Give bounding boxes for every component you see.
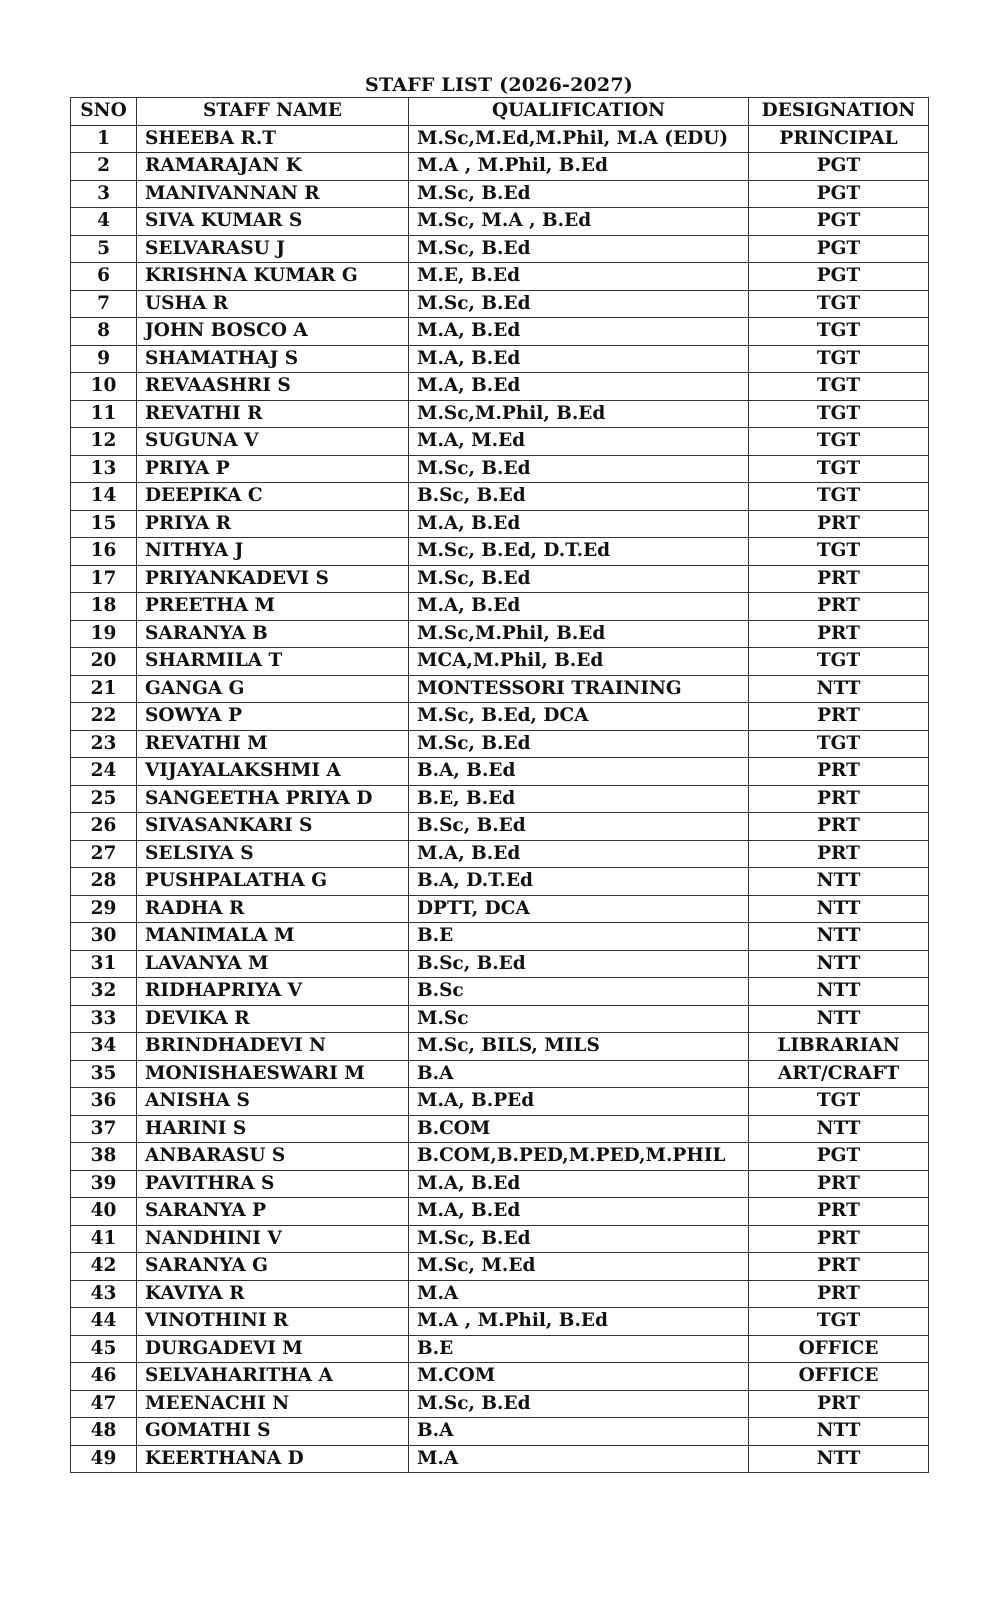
table-row <box>71 1335 929 1363</box>
cell-designation: TGT <box>749 483 929 511</box>
cell-designation: TGT <box>749 345 929 373</box>
table-row <box>71 1445 929 1473</box>
cell-designation: TGT <box>749 1308 929 1336</box>
table-row <box>71 180 929 208</box>
cell-sno: 4 <box>71 208 137 236</box>
table-row <box>71 813 929 841</box>
header-staff-name: STAFF NAME <box>137 98 409 126</box>
table-row <box>71 868 929 896</box>
cell-qualification: M.A <box>409 1280 749 1308</box>
table-body <box>71 125 929 1473</box>
cell-qualification: M.A, B.Ed <box>409 840 749 868</box>
cell-staff-name: RAMARAJAN K <box>137 153 409 181</box>
cell-sno: 29 <box>71 895 137 923</box>
cell-sno: 43 <box>71 1280 137 1308</box>
table-row <box>71 593 929 621</box>
cell-sno: 23 <box>71 730 137 758</box>
cell-qualification: M.A, B.Ed <box>409 1170 749 1198</box>
cell-staff-name: USHA R <box>137 290 409 318</box>
cell-sno: 16 <box>71 538 137 566</box>
table-row <box>71 345 929 373</box>
cell-sno: 31 <box>71 950 137 978</box>
cell-qualification: B.A, B.Ed <box>409 758 749 786</box>
cell-sno: 18 <box>71 593 137 621</box>
table-row <box>71 1170 929 1198</box>
table-row <box>71 758 929 786</box>
table-row <box>71 1363 929 1391</box>
cell-designation: TGT <box>749 290 929 318</box>
table-row <box>71 1060 929 1088</box>
cell-qualification: M.A, B.Ed <box>409 1198 749 1226</box>
table-row <box>71 785 929 813</box>
table-row <box>71 1308 929 1336</box>
cell-staff-name: RADHA R <box>137 895 409 923</box>
cell-sno: 25 <box>71 785 137 813</box>
table-row <box>71 263 929 291</box>
cell-sno: 11 <box>71 400 137 428</box>
cell-qualification: MONTESSORI TRAINING <box>409 675 749 703</box>
cell-qualification: M.Sc, M.A , B.Ed <box>409 208 749 236</box>
table-row <box>71 235 929 263</box>
cell-designation: NTT <box>749 675 929 703</box>
cell-qualification: M.Sc,M.Phil, B.Ed <box>409 620 749 648</box>
cell-staff-name: SELVAHARITHA A <box>137 1363 409 1391</box>
cell-sno: 42 <box>71 1253 137 1281</box>
cell-sno: 9 <box>71 345 137 373</box>
cell-qualification: M.Sc, B.Ed <box>409 730 749 758</box>
cell-qualification: M.A, B.Ed <box>409 345 749 373</box>
cell-qualification: M.Sc <box>409 1005 749 1033</box>
table-row <box>71 125 929 153</box>
cell-qualification: M.A, B.Ed <box>409 318 749 346</box>
cell-designation: PRT <box>749 1225 929 1253</box>
cell-staff-name: MONISHAESWARI M <box>137 1060 409 1088</box>
cell-sno: 37 <box>71 1115 137 1143</box>
cell-staff-name: SHAMATHAJ S <box>137 345 409 373</box>
header-designation: DESIGNATION <box>749 98 929 126</box>
cell-sno: 47 <box>71 1390 137 1418</box>
cell-qualification: B.COM,B.PED,M.PED,M.PHIL <box>409 1143 749 1171</box>
cell-sno: 33 <box>71 1005 137 1033</box>
table-row <box>71 1253 929 1281</box>
table-row <box>71 730 929 758</box>
header-qualification: QUALIFICATION <box>409 98 749 126</box>
cell-staff-name: SOWYA P <box>137 703 409 731</box>
cell-qualification: B.Sc, B.Ed <box>409 813 749 841</box>
cell-sno: 27 <box>71 840 137 868</box>
cell-staff-name: SANGEETHA PRIYA D <box>137 785 409 813</box>
cell-qualification: M.Sc,M.Ed,M.Phil, M.A (EDU) <box>409 125 749 153</box>
cell-designation: NTT <box>749 868 929 896</box>
cell-qualification: M.A , M.Phil, B.Ed <box>409 153 749 181</box>
cell-qualification: M.Sc,M.Phil, B.Ed <box>409 400 749 428</box>
table-row <box>71 1280 929 1308</box>
table-row <box>71 1225 929 1253</box>
table-row <box>71 373 929 401</box>
cell-sno: 35 <box>71 1060 137 1088</box>
cell-qualification: B.Sc, B.Ed <box>409 483 749 511</box>
cell-qualification: M.Sc, B.Ed, DCA <box>409 703 749 731</box>
table-row <box>71 895 929 923</box>
cell-sno: 45 <box>71 1335 137 1363</box>
cell-designation: PGT <box>749 263 929 291</box>
cell-designation: TGT <box>749 455 929 483</box>
cell-sno: 13 <box>71 455 137 483</box>
cell-staff-name: NITHYA J <box>137 538 409 566</box>
staff-table <box>70 97 929 1473</box>
table-row <box>71 153 929 181</box>
cell-qualification: M.A, B.Ed <box>409 510 749 538</box>
cell-qualification: M.A, B.Ed <box>409 373 749 401</box>
cell-qualification: M.Sc, M.Ed <box>409 1253 749 1281</box>
cell-qualification: DPTT, DCA <box>409 895 749 923</box>
cell-designation: PGT <box>749 208 929 236</box>
cell-qualification: B.Sc, B.Ed <box>409 950 749 978</box>
cell-staff-name: REVATHI M <box>137 730 409 758</box>
cell-designation: PRT <box>749 1390 929 1418</box>
cell-designation: NTT <box>749 1115 929 1143</box>
cell-sno: 8 <box>71 318 137 346</box>
cell-sno: 34 <box>71 1033 137 1061</box>
cell-sno: 3 <box>71 180 137 208</box>
cell-qualification: MCA,M.Phil, B.Ed <box>409 648 749 676</box>
cell-qualification: M.Sc, B.Ed <box>409 235 749 263</box>
table-row <box>71 428 929 456</box>
cell-designation: NTT <box>749 978 929 1006</box>
cell-sno: 1 <box>71 125 137 153</box>
cell-staff-name: KRISHNA KUMAR G <box>137 263 409 291</box>
cell-qualification: B.E <box>409 1335 749 1363</box>
table-row <box>71 208 929 236</box>
cell-staff-name: SUGUNA V <box>137 428 409 456</box>
table-row <box>71 455 929 483</box>
cell-staff-name: PRIYANKADEVI S <box>137 565 409 593</box>
cell-designation: PRT <box>749 510 929 538</box>
cell-staff-name: SARANYA P <box>137 1198 409 1226</box>
cell-designation: TGT <box>749 318 929 346</box>
cell-designation: OFFICE <box>749 1363 929 1391</box>
cell-sno: 46 <box>71 1363 137 1391</box>
cell-designation: PRT <box>749 565 929 593</box>
table-row <box>71 1198 929 1226</box>
cell-sno: 40 <box>71 1198 137 1226</box>
cell-sno: 2 <box>71 153 137 181</box>
table-row <box>71 703 929 731</box>
table-row <box>71 510 929 538</box>
cell-designation: TGT <box>749 538 929 566</box>
cell-qualification: B.COM <box>409 1115 749 1143</box>
cell-staff-name: GANGA G <box>137 675 409 703</box>
cell-staff-name: SARANYA G <box>137 1253 409 1281</box>
cell-staff-name: MEENACHI N <box>137 1390 409 1418</box>
cell-designation: NTT <box>749 1005 929 1033</box>
cell-qualification: M.A , M.Phil, B.Ed <box>409 1308 749 1336</box>
table-row <box>71 483 929 511</box>
cell-designation: TGT <box>749 400 929 428</box>
table-row <box>71 1033 929 1061</box>
cell-staff-name: SHARMILA T <box>137 648 409 676</box>
cell-qualification: M.Sc, B.Ed <box>409 1225 749 1253</box>
cell-staff-name: DEEPIKA C <box>137 483 409 511</box>
page-title: STAFF LIST (2026-2027) <box>365 74 633 96</box>
cell-qualification: M.A, B.Ed <box>409 593 749 621</box>
cell-staff-name: ANISHA S <box>137 1088 409 1116</box>
cell-sno: 48 <box>71 1418 137 1446</box>
cell-designation: PRT <box>749 1280 929 1308</box>
cell-staff-name: PAVITHRA S <box>137 1170 409 1198</box>
cell-designation: NTT <box>749 950 929 978</box>
cell-staff-name: VIJAYALAKSHMI A <box>137 758 409 786</box>
table-row <box>71 675 929 703</box>
cell-staff-name: LAVANYA M <box>137 950 409 978</box>
cell-sno: 14 <box>71 483 137 511</box>
cell-sno: 17 <box>71 565 137 593</box>
cell-sno: 38 <box>71 1143 137 1171</box>
table-row <box>71 318 929 346</box>
cell-designation: PGT <box>749 180 929 208</box>
cell-qualification: M.COM <box>409 1363 749 1391</box>
cell-sno: 26 <box>71 813 137 841</box>
cell-designation: TGT <box>749 730 929 758</box>
cell-qualification: M.A <box>409 1445 749 1473</box>
cell-designation: PRINCIPAL <box>749 125 929 153</box>
table-row <box>71 1390 929 1418</box>
cell-designation: PRT <box>749 593 929 621</box>
cell-staff-name: SIVASANKARI S <box>137 813 409 841</box>
cell-qualification: M.A, M.Ed <box>409 428 749 456</box>
cell-qualification: B.A <box>409 1418 749 1446</box>
cell-sno: 32 <box>71 978 137 1006</box>
cell-designation: PRT <box>749 1170 929 1198</box>
cell-qualification: B.A <box>409 1060 749 1088</box>
table-row <box>71 1115 929 1143</box>
cell-sno: 22 <box>71 703 137 731</box>
cell-sno: 7 <box>71 290 137 318</box>
cell-qualification: B.E <box>409 923 749 951</box>
cell-sno: 41 <box>71 1225 137 1253</box>
table-row <box>71 400 929 428</box>
table-row <box>71 923 929 951</box>
cell-sno: 6 <box>71 263 137 291</box>
cell-designation: TGT <box>749 648 929 676</box>
table-row <box>71 648 929 676</box>
table-row <box>71 978 929 1006</box>
cell-qualification: M.Sc, B.Ed, D.T.Ed <box>409 538 749 566</box>
cell-sno: 49 <box>71 1445 137 1473</box>
cell-qualification: M.Sc, B.Ed <box>409 290 749 318</box>
cell-sno: 39 <box>71 1170 137 1198</box>
cell-designation: NTT <box>749 923 929 951</box>
table-row <box>71 565 929 593</box>
cell-designation: PRT <box>749 1198 929 1226</box>
cell-qualification: M.E, B.Ed <box>409 263 749 291</box>
cell-staff-name: PRIYA R <box>137 510 409 538</box>
cell-designation: PRT <box>749 840 929 868</box>
cell-staff-name: SELSIYA S <box>137 840 409 868</box>
table-row <box>71 950 929 978</box>
cell-designation: TGT <box>749 428 929 456</box>
cell-designation: NTT <box>749 895 929 923</box>
cell-designation: PRT <box>749 703 929 731</box>
cell-staff-name: GOMATHI S <box>137 1418 409 1446</box>
cell-qualification: M.Sc, B.Ed <box>409 455 749 483</box>
cell-staff-name: MANIMALA M <box>137 923 409 951</box>
cell-staff-name: SHEEBA R.T <box>137 125 409 153</box>
cell-staff-name: BRINDHADEVI N <box>137 1033 409 1061</box>
cell-sno: 30 <box>71 923 137 951</box>
cell-staff-name: ANBARASU S <box>137 1143 409 1171</box>
cell-staff-name: NANDHINI V <box>137 1225 409 1253</box>
cell-staff-name: PUSHPALATHA G <box>137 868 409 896</box>
cell-staff-name: KEERTHANA D <box>137 1445 409 1473</box>
cell-staff-name: DEVIKA R <box>137 1005 409 1033</box>
cell-sno: 19 <box>71 620 137 648</box>
cell-designation: OFFICE <box>749 1335 929 1363</box>
cell-sno: 36 <box>71 1088 137 1116</box>
cell-designation: PRT <box>749 785 929 813</box>
cell-staff-name: KAVIYA R <box>137 1280 409 1308</box>
table-row <box>71 1143 929 1171</box>
cell-staff-name: RIDHAPRIYA V <box>137 978 409 1006</box>
table-row <box>71 1088 929 1116</box>
cell-designation: PRT <box>749 620 929 648</box>
cell-staff-name: VINOTHINI R <box>137 1308 409 1336</box>
cell-designation: LIBRARIAN <box>749 1033 929 1061</box>
cell-sno: 15 <box>71 510 137 538</box>
cell-designation: PGT <box>749 1143 929 1171</box>
cell-designation: NTT <box>749 1418 929 1446</box>
cell-designation: PRT <box>749 813 929 841</box>
cell-sno: 10 <box>71 373 137 401</box>
table-row <box>71 620 929 648</box>
cell-designation: PGT <box>749 235 929 263</box>
cell-qualification: B.A, D.T.Ed <box>409 868 749 896</box>
cell-sno: 12 <box>71 428 137 456</box>
cell-sno: 24 <box>71 758 137 786</box>
cell-staff-name: PRIYA P <box>137 455 409 483</box>
cell-staff-name: SIVA KUMAR S <box>137 208 409 236</box>
cell-sno: 20 <box>71 648 137 676</box>
cell-sno: 28 <box>71 868 137 896</box>
cell-qualification: B.Sc <box>409 978 749 1006</box>
cell-qualification: M.A, B.PEd <box>409 1088 749 1116</box>
cell-qualification: B.E, B.Ed <box>409 785 749 813</box>
cell-staff-name: JOHN BOSCO A <box>137 318 409 346</box>
cell-staff-name: MANIVANNAN R <box>137 180 409 208</box>
cell-staff-name: PREETHA M <box>137 593 409 621</box>
cell-qualification: M.Sc, B.Ed <box>409 180 749 208</box>
table-header-row <box>71 98 929 126</box>
table-row <box>71 1005 929 1033</box>
table-row <box>71 840 929 868</box>
cell-sno: 5 <box>71 235 137 263</box>
cell-qualification: M.Sc, B.Ed <box>409 565 749 593</box>
cell-designation: TGT <box>749 1088 929 1116</box>
cell-designation: PGT <box>749 153 929 181</box>
cell-qualification: M.Sc, B.Ed <box>409 1390 749 1418</box>
cell-staff-name: HARINI S <box>137 1115 409 1143</box>
cell-designation: NTT <box>749 1445 929 1473</box>
cell-staff-name: SELVARASU J <box>137 235 409 263</box>
cell-staff-name: SARANYA B <box>137 620 409 648</box>
cell-staff-name: REVATHI R <box>137 400 409 428</box>
cell-staff-name: DURGADEVI M <box>137 1335 409 1363</box>
table-row <box>71 290 929 318</box>
cell-designation: PRT <box>749 1253 929 1281</box>
header-sno: SNO <box>71 98 137 126</box>
cell-designation: ART/CRAFT <box>749 1060 929 1088</box>
cell-qualification: M.Sc, BILS, MILS <box>409 1033 749 1061</box>
table-row <box>71 1418 929 1446</box>
cell-sno: 21 <box>71 675 137 703</box>
table-row <box>71 538 929 566</box>
cell-sno: 44 <box>71 1308 137 1336</box>
cell-designation: TGT <box>749 373 929 401</box>
cell-designation: PRT <box>749 758 929 786</box>
cell-staff-name: REVAASHRI S <box>137 373 409 401</box>
